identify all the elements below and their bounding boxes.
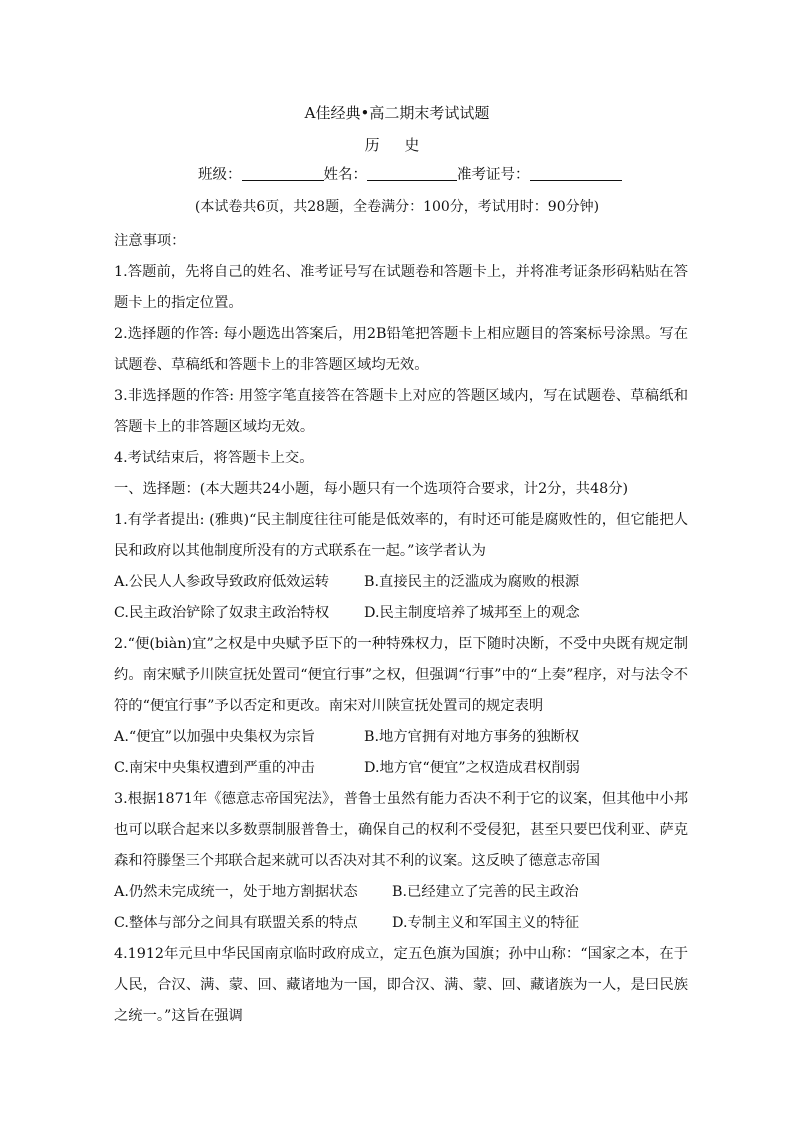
option-d: D.民主制度培养了城邦至上的观念	[364, 605, 580, 621]
question-stem: 2.“便(biàn)宜”之权是中央赋予臣下的一种特殊权力，臣下随时决断，不受中央既有规定制约。南宋赋予川陕宣抚处置司“便宜行事”之权，但强调“行事”中的“上奏”程序，对与法令不符的“便宜行事”予以否定和更改。南宋对川陕宣抚处置司的规定表明	[114, 636, 688, 714]
instruction-item: 3.非选择题的作答: 用签字笔直接答在答题卡上对应的答题区域内，写在试题卷、草稿纸和答题卡上的非答题区域均无效。	[114, 388, 688, 435]
instruction-item: 4.考试结束后，将答题卡上交。	[114, 450, 314, 466]
option-row	[114, 908, 688, 939]
option-b: B.直接民主的泛滥成为腐败的根源	[364, 574, 580, 590]
option-c: C.整体与部分之间具有联盟关系的特点	[114, 915, 358, 931]
option-d: D.地方官“便宜”之权造成君权削弱	[364, 760, 580, 776]
section-heading: 一、选择题：(本大题共24小题，每小题只有一个选项符合要求，计2分，共48分)	[114, 481, 629, 497]
instruction-item: 2.选择题的作答: 每小题选出答案后，用2B铅笔把答题卡上相应题目的答案标号涂黑。写在试题卷、草稿纸和答题卡上的非答题区域均无效。	[114, 326, 688, 373]
id-blank[interactable]	[530, 166, 622, 181]
id-label: 准考证号：	[457, 167, 530, 183]
question-stem: 1.有学者提出: (雅典)“民主制度往往可能是低效率的，有时还可能是腐败性的，但它能把人民和政府以其他制度所没有的方式联系在一起。”该学者认为	[114, 512, 688, 559]
student-info-line	[198, 163, 622, 184]
option-c: C.南宋中央集权遭到严重的冲击	[114, 760, 315, 776]
option-a: A.仍然未完成统一，处于地方割据状态	[114, 884, 358, 900]
option-a: A.“便宜”以加强中央集权为宗旨	[114, 729, 316, 745]
option-b: B.已经建立了完善的民主政治	[392, 884, 579, 900]
option-row	[114, 598, 688, 629]
class-label: 班级：	[198, 167, 242, 183]
class-blank[interactable]	[242, 166, 324, 181]
exam-title: A佳经典•高二期末考试试题	[304, 104, 490, 122]
name-blank[interactable]	[367, 166, 457, 181]
option-row	[114, 722, 688, 753]
exam-subject: 历 史	[364, 136, 430, 154]
option-row	[114, 877, 688, 908]
option-a: A.公民人人参政导致政府低效运转	[114, 574, 330, 590]
option-row	[114, 753, 688, 784]
question-stem: 4.1912年元旦中华民国南京临时政府成立，定五色旗为国旗；孙中山称：“国家之本，在于人民，合汉、满、蒙、回、藏诸地为一国，即合汉、满、蒙、回、藏诸族为一人，是曰民族之统一。”这旨在强调	[114, 946, 688, 1024]
option-b: B.地方官拥有对地方事务的独断权	[364, 729, 580, 745]
option-d: D.专制主义和军国主义的特征	[392, 915, 580, 931]
instructions-heading: 注意事项：	[114, 233, 186, 249]
exam-body	[114, 226, 688, 1032]
option-c: C.民主政治铲除了奴隶主政治特权	[114, 605, 330, 621]
instruction-item: 1.答题前，先将自己的姓名、准考证号写在试题卷和答题卡上，并将准考证条形码粘贴在答题卡上的指定位置。	[114, 264, 688, 311]
name-label: 姓名：	[323, 167, 367, 183]
exam-note: (本试卷共6页，共28题，全卷满分：100分，考试用时：90分钟)	[194, 199, 600, 215]
question-stem: 3.根据1871年《德意志帝国宪法》，普鲁士虽然有能力否决不利于它的议案，但其他中小邦也可以联合起来以多数票制服普鲁士，确保自己的权利不受侵犯，甚至只要巴伐利亚、萨克森和符滕堡三个邦联合起来就可以否决对其不利的议案。这反映了德意志帝国	[114, 791, 688, 869]
option-row	[114, 567, 688, 598]
